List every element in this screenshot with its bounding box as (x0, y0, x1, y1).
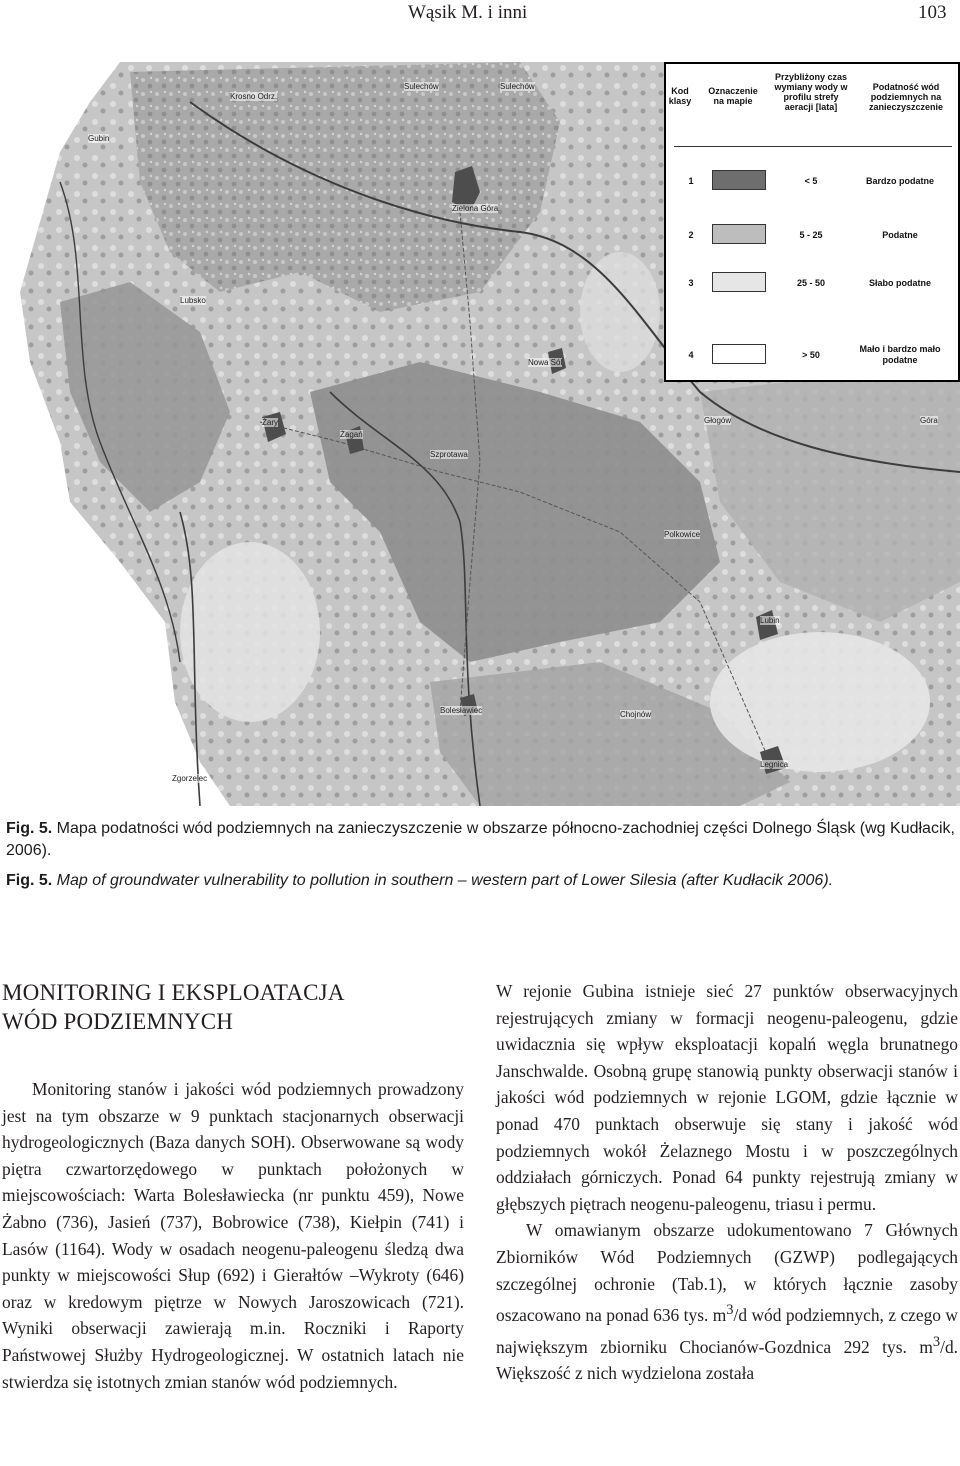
legend-swatch-1 (712, 170, 766, 190)
legend-code: 4 (688, 350, 694, 360)
map-legend (664, 62, 960, 382)
legend-code: 3 (688, 278, 694, 288)
place-label: Nowa Sól (528, 358, 563, 367)
running-head (0, 0, 960, 36)
legend-header-vulnerability: Podatność wód podziemnych na zanieczyszczenie (868, 82, 944, 112)
legend-code: 2 (688, 230, 694, 240)
section-title-line1: MONITORING I EKSPLOATACJA (2, 980, 345, 1005)
place-label: Głogów (704, 416, 732, 425)
place-label: Sulechów (500, 82, 535, 91)
legend-swatch-3 (712, 272, 766, 292)
legend-label: Podatne (882, 230, 918, 240)
body-paragraph: W rejonie Gubina istnieje sieć 27 punktów obserwacyjnych rejestrujących zmiany w formacji neogenu-paleogenu, gdzie uwidacznia się wpływ eksploatacji kopalń węgla brunatnego Janschwalde. Osobną grupę stanowią punkty obserwacji stanów i jakości wód podziemnych w rejonie LGOM, gdzie łącznie w ponad 470 punktach obserwuje się stany i jakość wód podziemnych wokół Żelaznego Mostu i w poszczególnych oddziałach górniczych. Ponad 64 punkty rejestrują zmiany w głębszych piętrach neogenu-paleogenu, triasu i permu. (496, 981, 958, 1214)
legend-label: Bardzo podatne (865, 176, 934, 186)
caption-label: Fig. 5. (6, 872, 53, 889)
legend-header-code: Kod klasy (668, 86, 692, 106)
section-title-line2: WÓD PODZIEMNYCH (2, 1009, 234, 1034)
place-label: Lubin (760, 616, 780, 625)
running-head-authors: Wąsik M. i inni (408, 2, 528, 23)
section-title (2, 978, 464, 1036)
figure-caption-english (6, 870, 956, 892)
place-label: Sulechów (404, 82, 439, 91)
caption-label: Fig. 5. (6, 820, 53, 837)
paragraph-text: W omawianym obszarze udokumentowano 7 Głównych Zbiorników Wód Podziemnych (GZWP) podlegających szczególnej ochronie (Tab.1), w których łącznie zasoby oszacowano na ponad 636 tys. m (496, 1220, 958, 1325)
superscript: 3 (932, 1333, 941, 1350)
superscript: 3 (726, 1302, 734, 1319)
place-label: Lubsko (180, 296, 206, 305)
vulnerability-map (0, 62, 960, 806)
place-label: Chojnów (620, 710, 652, 719)
caption-text: Mapa podatności wód podziemnych na zanieczyszczenie w obszarze północno-zachodniej części Dolnego Śląsk (wg Kudłacik, 2006). (6, 820, 955, 859)
legend-divider (674, 146, 952, 147)
legend-label: Słabo podatne (868, 278, 931, 288)
paragraph-text: /d. Większość z nich wydzielona została (496, 1336, 958, 1383)
legend-header-time: Przybliżony czas wymiany wody w profilu strefy aeracji [lata] (774, 72, 848, 112)
place-label: Zielona Góra (452, 204, 499, 213)
legend-code: 1 (688, 176, 694, 186)
figure-caption-polish (6, 818, 956, 862)
place-label: Góra (920, 416, 938, 425)
place-label: Krosno Odrz. (230, 92, 278, 101)
legend-time: 5 - 25 (799, 230, 823, 240)
legend-time: 25 - 50 (796, 278, 826, 288)
place-label: Zgorzelec (172, 774, 208, 783)
place-label: Bolesławiec (440, 706, 483, 715)
place-label: Polkowice (664, 530, 701, 539)
place-label: Gubin (88, 134, 110, 143)
legend-swatch-2 (712, 224, 766, 244)
body-paragraph (496, 1217, 958, 1386)
legend-time: < 5 (804, 176, 818, 186)
legend-swatch-4 (712, 344, 766, 364)
page-number: 103 (918, 2, 947, 23)
place-label: Żagań (340, 430, 363, 439)
place-label: Legnica (760, 760, 789, 769)
legend-time: > 50 (802, 350, 820, 360)
place-label: Żary (262, 418, 278, 427)
paragraph-text: /d wód podziemnych, z czego w największym zbiorniku Chocianów-Gozdnica 292 tys. m (496, 1304, 958, 1357)
legend-header-symbol: Oznaczenie na mapie (708, 86, 758, 106)
caption-text: Map of groundwater vulnerability to pollution in southern – western part of Lower Silesia (52, 872, 677, 889)
left-column (2, 978, 464, 1395)
caption-reference: (after Kudłacik 2006). (676, 872, 834, 889)
place-label: Szprotawa (430, 450, 468, 459)
legend-label: Mało i bardzo mało podatne (859, 344, 941, 365)
right-column (496, 978, 958, 1387)
body-paragraph: Monitoring stanów i jakości wód podziemnych prowadzony jest na tym obszarze w 9 punktach stacjonarnych obserwacji hydrogeologicznych (Baza danych SOH). Obserwowane są wody piętra czwartorzędowego w punktach położonych w miejscowościach: Warta Bolesławiecka (nr punktu 459), Nowe Żabno (736), Jasień (737), Bobrowice (738), Kiełpin (741) i Lasów (1164). Wody w osadach neogenu-paleogenu śledzą dwa punkty w miejscowości Słup (692) i Gierałtów –Wykroty (646) oraz w kredowym piętrze w Nowych Jaroszowicach (721). Wyniki obserwacji zawierają m.in. Roczniki i Raporty Państwowej Służby Hydrogeologicznej. W ostatnich latach nie stwierdza się istotnych zmian stanów wód podziemnych. (2, 1079, 464, 1392)
